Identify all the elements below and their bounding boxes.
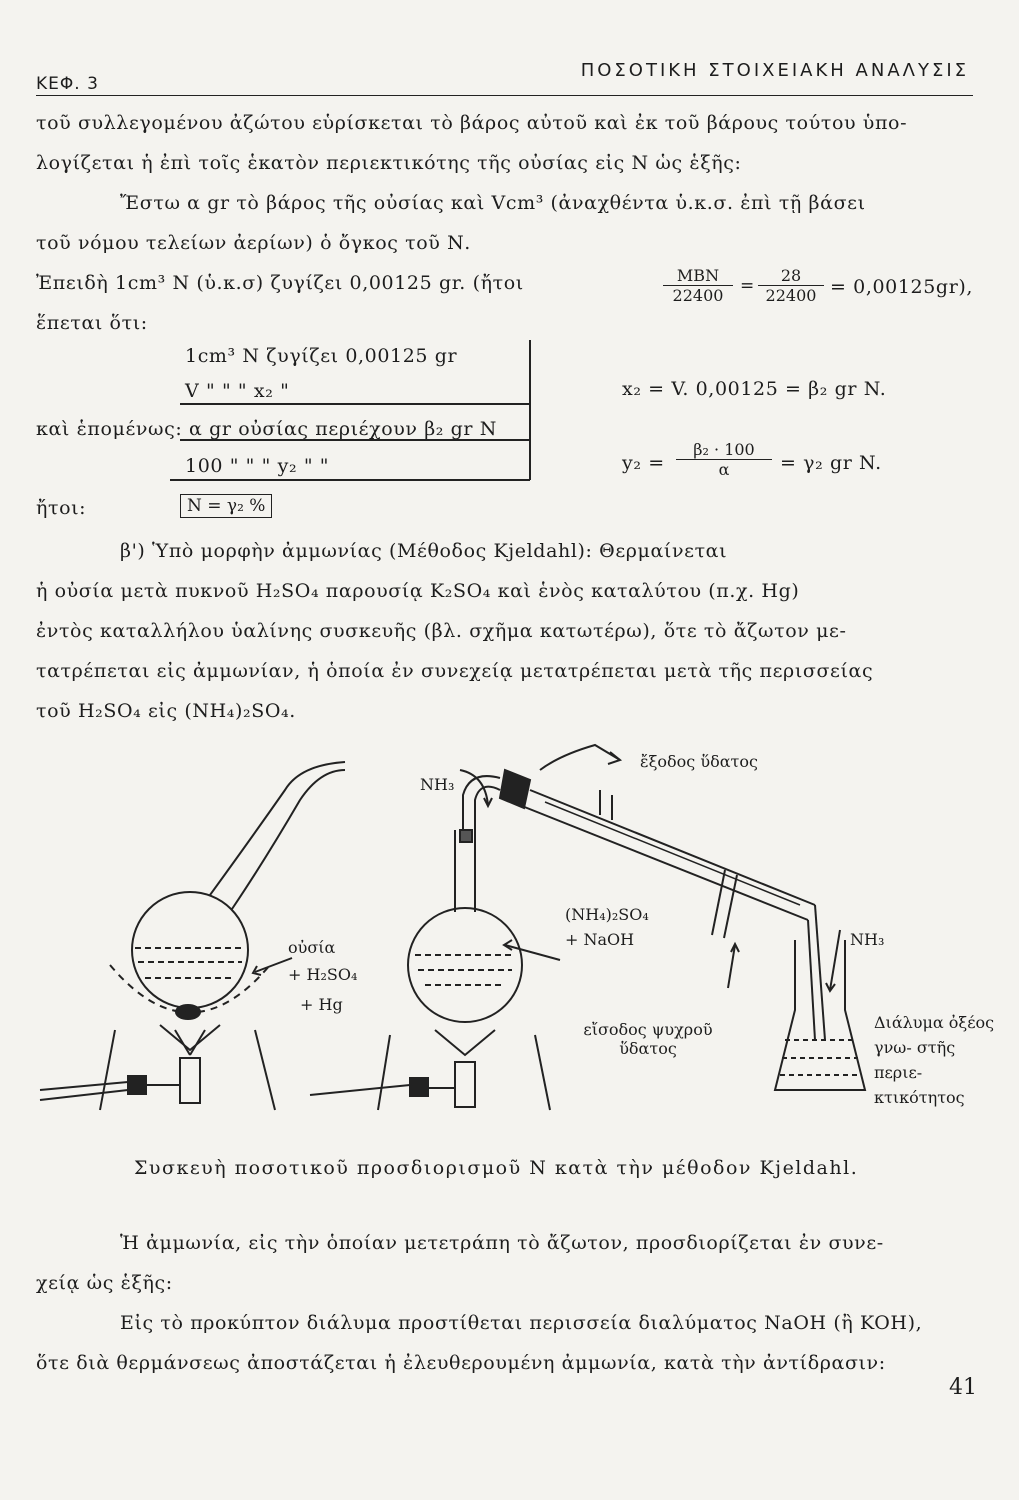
fraction-result: = 0,00125gr), — [830, 276, 974, 298]
document-page: ΚΕΦ. 3 ΠΟΣΟΤΙΚΗ ΣΤΟΙΧΕΙΑΚΗ ΑΝΑΛΥΣΙΣ τοῦ συλλεγομένου ἀζώτου εὑρίσκεται τὸ βάρος αὐτοῦ καὶ ἐκ τοῦ βάρους τούτου ὑπο- λογίζεται ἡ ἐπὶ τοῖς ἑκατὸν περιεκτικότης τῆς οὐσίας εἰς Ν ὡς ἑξῆς: Ἔστω α gr τὸ βάρος τῆς οὐσίας καὶ Vcm³ (ἀναχθέντα ὑ.κ.σ. ἐπὶ τῇ βάσει τοῦ νόμου τελείων ἀερίων) ὁ ὄγκος τοῦ Ν. Ἐπειδὴ 1cm³ Ν (ὑ.κ.σ) ζυγίζει 0,00125 gr. (ἤτοι ΜΒΝ 22400 = $\frac{28}{22400}$ = 0,00125gr), ἕπεται ὅτι: 1cm³ Ν ζυγίζει 0,00125 gr V " " " x₂ " καὶ ἑπομένως: α gr οὐσίας περιέχουν β₂ gr Ν 100 " " " y₂ " " x₂ = V. 0,00125 = β₂ gr N. y₂ = $\frac{\text{β₂ · 100}}{\alpha}$ = γ₂ gr N. ἤτοι: N = γ₂ % β') Ὑπὸ μορφὴν ἀμμωνίας (Μέθοδος Kjeldahl): Θερμαίνεται ἡ οὐσία μετὰ πυκνοῦ H₂SO₄ παρουσίᾳ K₂SO₄ καὶ ἑνὸς καταλύτου (π.χ. Hg) ἐντὸς καταλλήλου ὑαλίνης συσκευῆς (βλ. σχῆμα κατωτέρω), ὅτε τὸ ἄζωτον με- τατρέπεται εἰς ἀμμωνίαν, ἡ ὁποία ἐν συνεχείᾳ μετατρέπεται μετὰ τῆς περισσείας τοῦ H₂SO₄ εἰς (NH₄)₂SO₄. ἔξοδος ὕδατος NH₃ οὐσία + H₂SO₄ + Hg (NH₄)₂SO₄ + NaOH NH₃ εἴσοδος ψυχροῦ ὕδατος Διάλυμα ὀξέος γνω- στῆς περιε- κτικότητος Συσκευὴ ποσοτικοῦ προσδιορισμοῦ Ν κατὰ τὴν μέθοδον Kjeldahl. Ἡ ἀμμωνία, εἰς τὴν ὁποίαν μετετράπη τὸ ἄζωτον, προσδιορίζεται ἐν συνε- χείᾳ ὡς ἑξῆς: Εἰς τὸ προκύπτον διάλυμα προστίθεται περισσεία διαλύματος NaOH (ἢ KOH), ὅτε διὰ θερμάνσεως ἀποστάζεται ἡ ἐλευθερουμένη ἀμμωνία, κατὰ τὴν ἀντίδρασιν: 41 — [0, 0, 1019, 1500]
fraction-mbn-numerator: ΜΒΝ — [676, 266, 720, 285]
intro-line-3: Ἔστω α gr τὸ βάρος τῆς οὐσίας καὶ Vcm³ (ἀναχθέντα ὑ.κ.σ. ἐπὶ τῇ βάσει — [120, 192, 866, 214]
label-hg: + Hg — [300, 995, 343, 1014]
label-h2so4: + H₂SO₄ — [288, 965, 358, 984]
proportion-row-3: καὶ ἑπομένως: α gr οὐσίας περιέχουν β₂ gr Ν — [36, 418, 497, 440]
fraction-28-denominator: 22400 — [758, 285, 824, 305]
proportion-row-2: V " " " x₂ " — [185, 380, 290, 402]
label-acid-solution: Διάλυμα ὀξέος γνω- στῆς περιε- κτικότητος — [874, 1013, 995, 1107]
label-cold-water-in: εἴσοδος ψυχροῦ ὕδατος — [583, 1020, 713, 1058]
fraction-beta-denominator: α — [676, 459, 772, 479]
proportion-row-1: 1cm³ Ν ζυγίζει 0,00125 gr — [185, 345, 458, 367]
intro-line-6: ἕπεται ὅτι: — [36, 312, 148, 334]
intro-line-5: Ἐπειδὴ 1cm³ Ν (ὑ.κ.σ) ζυγίζει 0,00125 gr. (ἤτοι — [36, 272, 524, 294]
section-b-line-1: β') Ὑπὸ μορφὴν ἀμμωνίας (Μέθοδος Kjeldahl): Θερμαίνεται — [120, 540, 728, 562]
page-number: 41 — [949, 1375, 977, 1400]
hence-label: ἤτοι: — [36, 497, 87, 519]
page-header-title: ΠΟΣΟΤΙΚΗ ΣΤΟΙΧΕΙΑΚΗ ΑΝΑΛΥΣΙΣ — [580, 60, 969, 81]
stopper — [500, 770, 530, 808]
condenser-outer-top — [530, 790, 815, 905]
section-b-line-4: τατρέπεται εἰς ἀμμωνίαν, ἡ ὁποία ἐν συνεχείᾳ μετατρέπεται μετὰ τῆς περισσείας — [36, 660, 874, 682]
fraction-beta-numerator: β₂ · 100 — [693, 440, 755, 459]
label-naoh: + NaOH — [565, 930, 635, 949]
proportion-row-4: 100 " " " y₂ " " — [185, 455, 330, 477]
chapter-label: ΚΕΦ. 3 — [36, 74, 99, 94]
equation-y2-left: y₂ = — [622, 452, 665, 474]
fraction-mbn-denominator: 22400 — [663, 285, 733, 305]
section-b-line-2: ἡ οὐσία μετὰ πυκνοῦ H₂SO₄ παρουσίᾳ K₂SO₄ καὶ ἑνὸς καταλύτου (π.χ. Hg) — [36, 580, 800, 602]
label-substance: οὐσία — [288, 938, 336, 957]
outro-line-2: χείᾳ ὡς ἑξῆς: — [36, 1272, 173, 1294]
section-b-line-5: τοῦ H₂SO₄ εἰς (NH₄)₂SO₄. — [36, 700, 296, 722]
digestion-flask — [132, 892, 248, 1008]
outro-line-4: ὅτε διὰ θερμάνσεως ἀποστάζεται ἡ ἐλευθερουμένη ἀμμωνία, κατὰ τὴν ἀντίδρασιν: — [36, 1352, 886, 1374]
intro-line-1: τοῦ συλλεγομένου ἀζώτου εὑρίσκεται τὸ βάρος αὐτοῦ καὶ ἐκ τοῦ βάρους τούτου ὑπο- — [36, 112, 908, 134]
equation-x2: x₂ = V. 0,00125 = β₂ gr N. — [622, 378, 887, 400]
label-nh3-top: NH₃ — [420, 775, 455, 794]
label-nh3-right: NH₃ — [850, 930, 885, 949]
result-box: N = γ₂ % — [180, 494, 272, 518]
intro-line-2: λογίζεται ἡ ἐπὶ τοῖς ἑκατὸν περιεκτικότης τῆς οὐσίας εἰς Ν ὡς ἑξῆς: — [36, 152, 742, 174]
figure-caption: Συσκευὴ ποσοτικοῦ προσδιορισμοῦ Ν κατὰ τὴν μέθοδον Kjeldahl. — [134, 1157, 859, 1179]
label-water-out: ἔξοδος ὕδατος — [640, 752, 758, 771]
distillation-flask — [408, 908, 522, 1022]
label-nh4-2so4: (NH₄)₂SO₄ — [565, 905, 649, 924]
equation-y2-right: = γ₂ gr N. — [780, 452, 882, 474]
outro-line-1: Ἡ ἀμμωνία, εἰς τὴν ὁποίαν μετετράπη τὸ ἄζωτον, προσδιορίζεται ἐν συνε- — [120, 1232, 884, 1254]
outro-line-3: Εἰς τὸ προκύπτον διάλυμα προστίθεται περισσεία διαλύματος NaOH (ἢ KOH), — [120, 1312, 923, 1334]
section-b-line-3: ἐντὸς καταλλήλου ὑαλίνης συσκευῆς (βλ. σχῆμα κατωτέρω), ὅτε τὸ ἄζωτον με- — [36, 620, 847, 642]
fraction-28-numerator: 28 — [780, 266, 802, 285]
intro-line-4: τοῦ νόμου τελείων ἀερίων) ὁ ὄγκος τοῦ Ν. — [36, 232, 471, 254]
